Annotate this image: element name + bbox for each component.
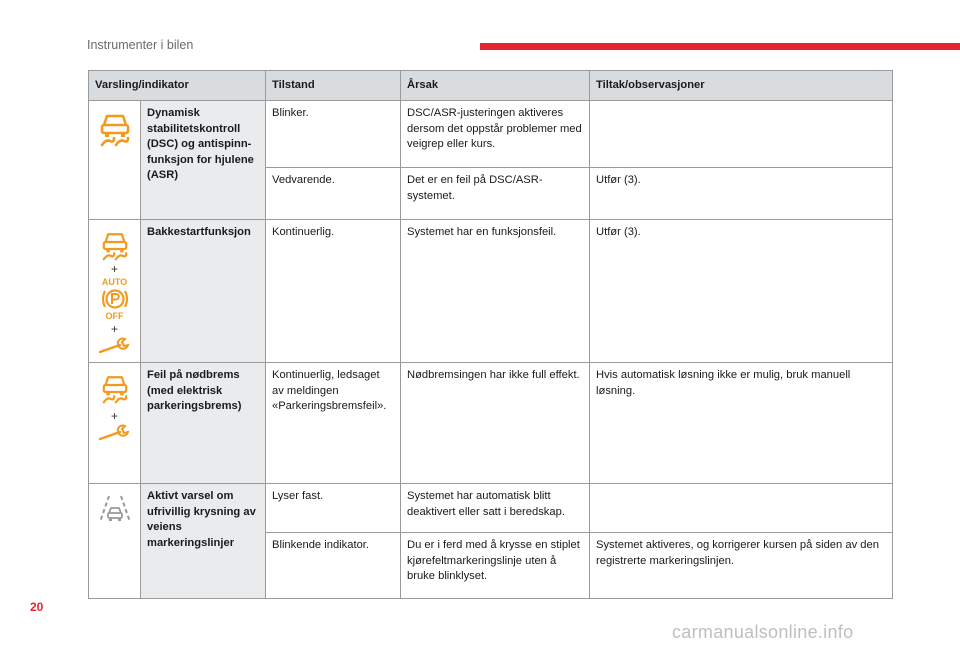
table-header-row [89, 71, 893, 101]
watermark: carmanualsonline.info [672, 622, 854, 642]
cause-cell: Nødbremsingen har ikke full effekt. [401, 363, 590, 484]
plus-sign: + [110, 262, 118, 276]
column-header-cause: Årsak [401, 71, 590, 101]
wrench-icon [98, 424, 132, 442]
action-cell: Systemet aktiveres, og korrigerer kursen på siden av den registrerte markeringslinjen. [590, 533, 893, 599]
state-cell: Lyser fast. [266, 484, 401, 533]
column-header-indicator: Varsling/indikator [89, 71, 266, 101]
state-cell: Vedvarende. [266, 168, 401, 220]
state-cell: Blinker. [266, 101, 401, 168]
wrench-icon [98, 337, 132, 355]
column-header-action: Tiltak/observasjoner [590, 71, 893, 101]
table-row [89, 484, 893, 533]
indicator-name-dsc-asr: Dynamisk stabilitetskontroll (DSC) og antispinn-funksjon for hjulene (ASR) [141, 101, 266, 220]
action-cell: Utfør (3). [590, 168, 893, 220]
indicator-icon-cell [89, 484, 141, 599]
table-row [89, 220, 893, 363]
dsc-asr-icon [100, 230, 130, 261]
cause-cell: DSC/ASR-justeringen aktiveres dersom det oppstår problemer med veigrep eller kurs. [401, 101, 590, 168]
plus-sign: + [110, 409, 118, 423]
cause-cell: Systemet har en funksjonsfeil. [401, 220, 590, 363]
dsc-asr-icon [98, 111, 132, 147]
page-section-title: Instrumenter i bilen [87, 38, 194, 52]
action-cell [590, 484, 893, 533]
indicator-icon-cell [89, 101, 141, 220]
parking-brake-p-icon [100, 287, 130, 311]
cause-cell: Systemet har automatisk blitt deaktivert eller satt i beredskap. [401, 484, 590, 533]
cause-cell: Det er en feil på DSC/ASR-systemet. [401, 168, 590, 220]
state-cell: Kontinuerlig, ledsaget av meldingen «Parkeringsbremsfeil». [266, 363, 401, 484]
state-cell: Kontinuerlig. [266, 220, 401, 363]
cause-cell: Du er i ferd med å krysse en stiplet kjørefeltmarkeringslinje uten å bruke blinklyset. [401, 533, 590, 599]
warning-indicator-table [88, 70, 893, 599]
table-row [89, 101, 893, 168]
state-cell: Blinkende indikator. [266, 533, 401, 599]
indicator-name-emergency-brake: Feil på nødbrems (med elektrisk parkeringsbrems) [141, 363, 266, 484]
page-number: 20 [30, 600, 44, 614]
column-header-state: Tilstand [266, 71, 401, 101]
dsc-asr-icon [100, 373, 130, 404]
auto-label: AUTO [101, 277, 128, 287]
header-accent-bar [480, 43, 960, 50]
lane-departure-icon [98, 494, 132, 524]
indicator-name-lane-departure: Aktivt varsel om ufrivillig krysning av veiens markeringslinjer [141, 484, 266, 599]
action-cell: Utfør (3). [590, 220, 893, 363]
indicator-icon-cell [89, 220, 141, 363]
table-row [89, 363, 893, 484]
plus-sign: + [110, 322, 118, 336]
indicator-name-hill-start: Bakkestartfunksjon [141, 220, 266, 363]
action-cell [590, 101, 893, 168]
indicator-icon-cell [89, 363, 141, 484]
off-label: OFF [105, 311, 124, 321]
action-cell: Hvis automatisk løsning ikke er mulig, bruk manuell løsning. [590, 363, 893, 484]
